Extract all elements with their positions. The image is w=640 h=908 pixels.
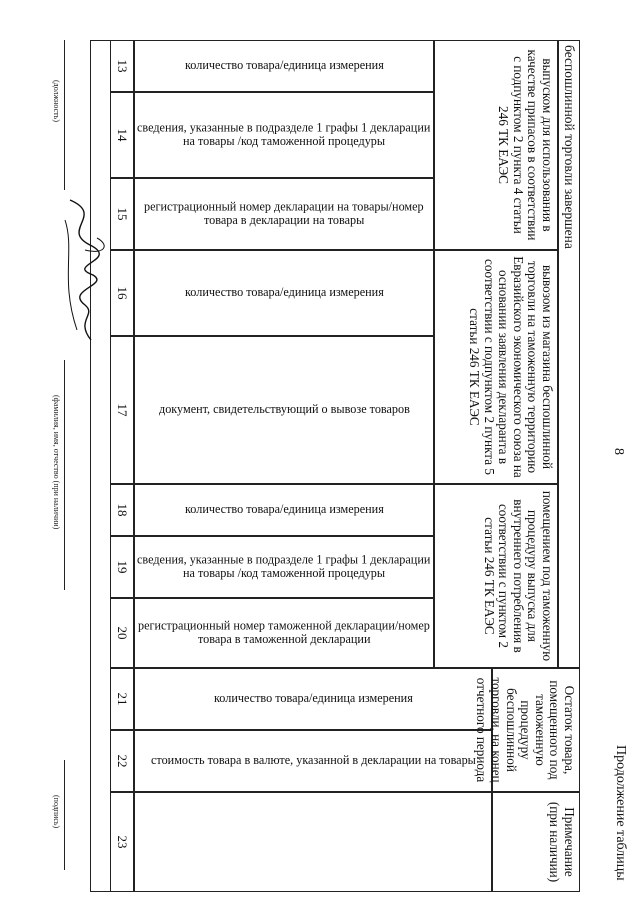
header-supplies-text: выпуском для использования в качестве припасов в соответствии с подпунктом 2 пункта 4 статьи 246 ТК ЕАЭС — [496, 49, 555, 241]
colnum-15: 15 — [110, 178, 134, 250]
subheader-16-text: количество товара/единица измерения — [184, 285, 384, 300]
colnum-23: 23 — [110, 792, 134, 892]
subheader-23 — [134, 792, 492, 892]
colnum-13: 13 — [110, 40, 134, 92]
header-export-text: вывозом из магазина беспошлинной торговли на таможенную территорию Евразийского экономического союза на основании заявления декларанта в соответствии с подпунктом 2 пункта 5 статьи 246 ТК ЕАЭС — [467, 256, 555, 478]
handwritten-signature — [55, 190, 115, 350]
subheader-15-text: регистрационный номер декларации на товары/номер товара в декларации на товары — [144, 199, 424, 227]
subheader-21-text: количество товара/единица измерения — [213, 691, 413, 706]
colnum-20: 20 — [110, 598, 134, 668]
header-remainder — [474, 668, 580, 792]
colnum-22: 22 — [110, 730, 134, 792]
colnum-19: 19 — [110, 536, 134, 598]
name-label: (фамилия, имя, отчество (при наличии) — [52, 395, 61, 530]
position-line — [64, 40, 65, 190]
subheader-18-text: количество товара/единица измерения — [184, 502, 384, 517]
group-header-text: беспошлинной торговли завершена — [562, 45, 577, 249]
header-remainder-text: Остаток товара, помещенного под таможенную процедуру беспошлинной торговли, на конец отчетного периода — [474, 677, 577, 783]
sign-label: (подпись) — [52, 795, 61, 829]
header-release-text: помещением под таможенную процедуру выпуска для внутреннего потребления в соответствии с пунктом 2 статьи 246 ТК ЕАЭС — [481, 490, 555, 662]
colnum-14: 14 — [110, 92, 134, 178]
position-label: (должность) — [52, 80, 61, 122]
colnum-17: 17 — [110, 336, 134, 484]
page-number: 8 — [611, 448, 626, 455]
subheader-22-text: стоимость товара в валюте, указанной в декларации на товары — [150, 753, 476, 768]
name-line — [64, 360, 65, 590]
subheader-17-text: документ, свидетельствующий о вывозе товаров — [158, 402, 410, 417]
colnum-21: 21 — [110, 668, 134, 730]
subheader-19-text: сведения, указанные в подразделе 1 графы 1 декларации на товары /код таможенной процедуры — [137, 552, 431, 580]
header-supplies — [434, 40, 558, 250]
header-export — [434, 250, 558, 484]
subheader-13-text: количество товара/единица измерения — [184, 58, 384, 73]
colnum-16: 16 — [110, 250, 134, 336]
continuation-label: Продолжение таблицы — [613, 745, 628, 881]
header-note — [492, 792, 580, 892]
table — [110, 40, 580, 892]
signature-icon — [55, 190, 115, 350]
data-row-empty — [90, 40, 110, 892]
sign-line — [64, 760, 65, 870]
group-header — [558, 40, 580, 668]
header-release — [434, 484, 558, 668]
colnum-18: 18 — [110, 484, 134, 536]
header-note-text: Примечание (при наличии) — [547, 801, 577, 883]
subheader-20-text: регистрационный номер таможенной декларации/номер товара в таможенной декларации — [138, 618, 430, 646]
subheader-14-text: сведения, указанные в подразделе 1 графы 1 декларации на товары /код таможенной процедуры — [137, 120, 431, 148]
